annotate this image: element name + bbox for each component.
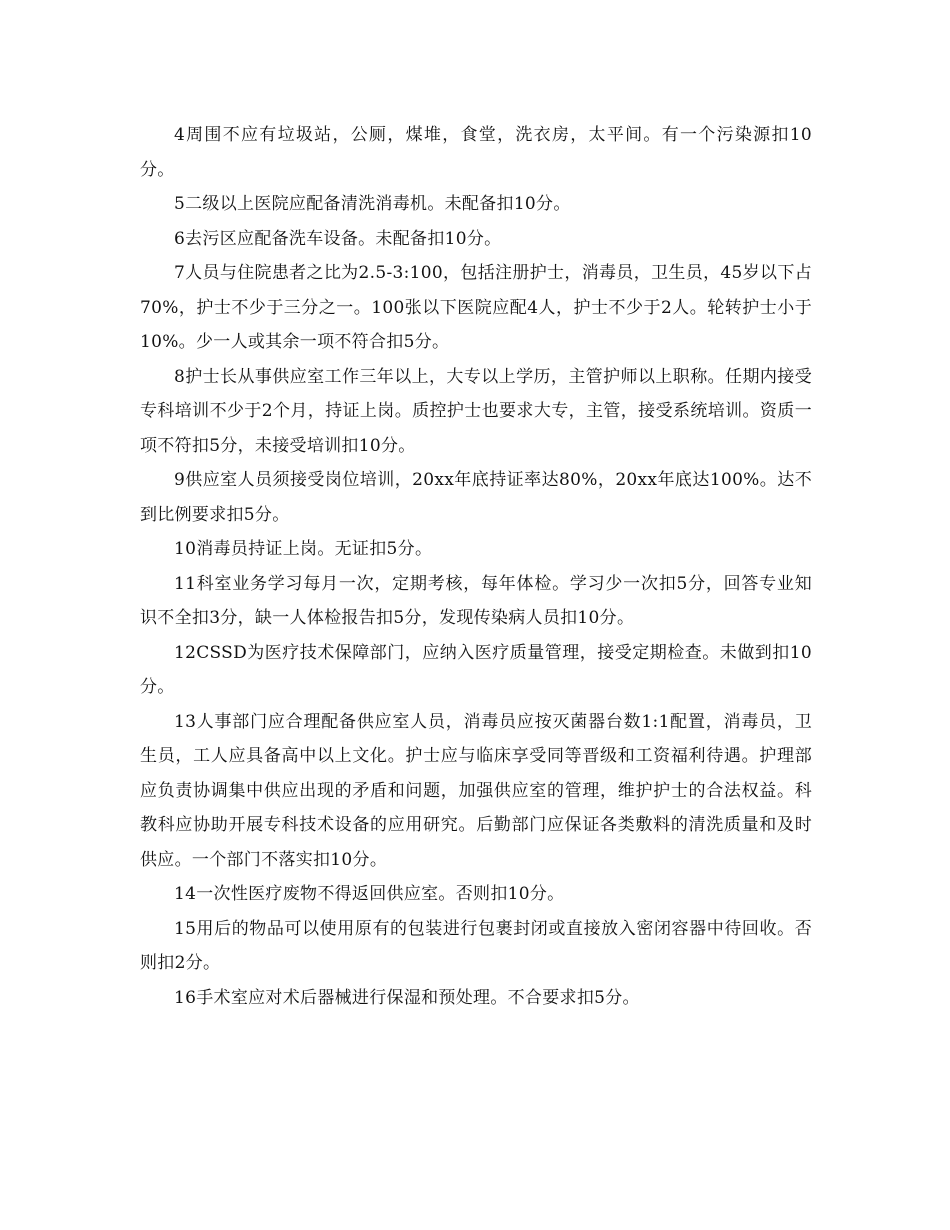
paragraph-item-5: 5二级以上医院应配备清洗消毒机。未配备扣10分。 [174,194,571,214]
paragraph-item-6: 6去污区应配备洗车设备。未配备扣10分。 [174,228,502,249]
paragraph-item-9: 9供应室人员须接受岗位培训，20xx年底持证率达80%，20xx年底达100%。达不到比例要求扣5分。 [140,470,812,525]
paragraph-item-12: 12CSSD为医疗技术保障部门，应纳入医疗质量管理，接受定期检查。未做到扣10分。 [140,642,812,697]
paragraph-item-13: 13人事部门应合理配备供应室人员，消毒员应按灭菌器台数1:1配置，消毒员，卫生员，工人应具备高中以上文化。护士应与临床享受同等晋级和工资福利待遇。护理部应负责协调集中供应出现的矛盾和问题，加强供应室的管理，维护护士的合法权益。科教科应协助开展专科技术设备的应用研究。后勤部门应保证各类敷料的清洗质量和及时供应。一个部门不落实扣10分。 [140,711,812,870]
paragraph-item-16: 16手术室应对术后器械进行保湿和预处理。不合要求扣5分。 [174,987,640,1008]
paragraph-item-14: 14一次性医疗废物不得返回供应室。否则扣10分。 [174,884,565,904]
paragraph-item-11: 11科室业务学习每月一次，定期考核，每年体检。学习少一次扣5分，回答专业知识不全扣3分，缺一人体检报告扣5分，发现传染病人员扣10分。 [140,573,812,628]
paragraph-item-8: 8护士长从事供应室工作三年以上，大专以上学历，主管护师以上职称。任期内接受专科培训不少于2个月，持证上岗。质控护士也要求大专，主管，接受系统培训。资质一项不符扣5分，未接受培训扣10分。 [140,366,812,456]
paragraph-item-7: 7人员与住院患者之比为2.5-3:100，包括注册护士，消毒员，卫生员，45岁以下占70%，护士不少于三分之一。100张以下医院应配4人，护士不少于2人。轮转护士小于10%。少一人或其余一项不符合扣5分。 [140,263,812,352]
paragraph-item-15: 15用后的物品可以使用原有的包装进行包裹封闭或直接放入密闭容器中待回收。否则扣2分。 [140,918,812,973]
document-body [140,118,812,1015]
paragraph-item-4: 4周围不应有垃圾站，公厕，煤堆，食堂，洗衣房，太平间。有一个污染源扣10分。 [140,125,812,180]
paragraph-item-10: 10消毒员持证上岗。无证扣5分。 [174,539,433,559]
